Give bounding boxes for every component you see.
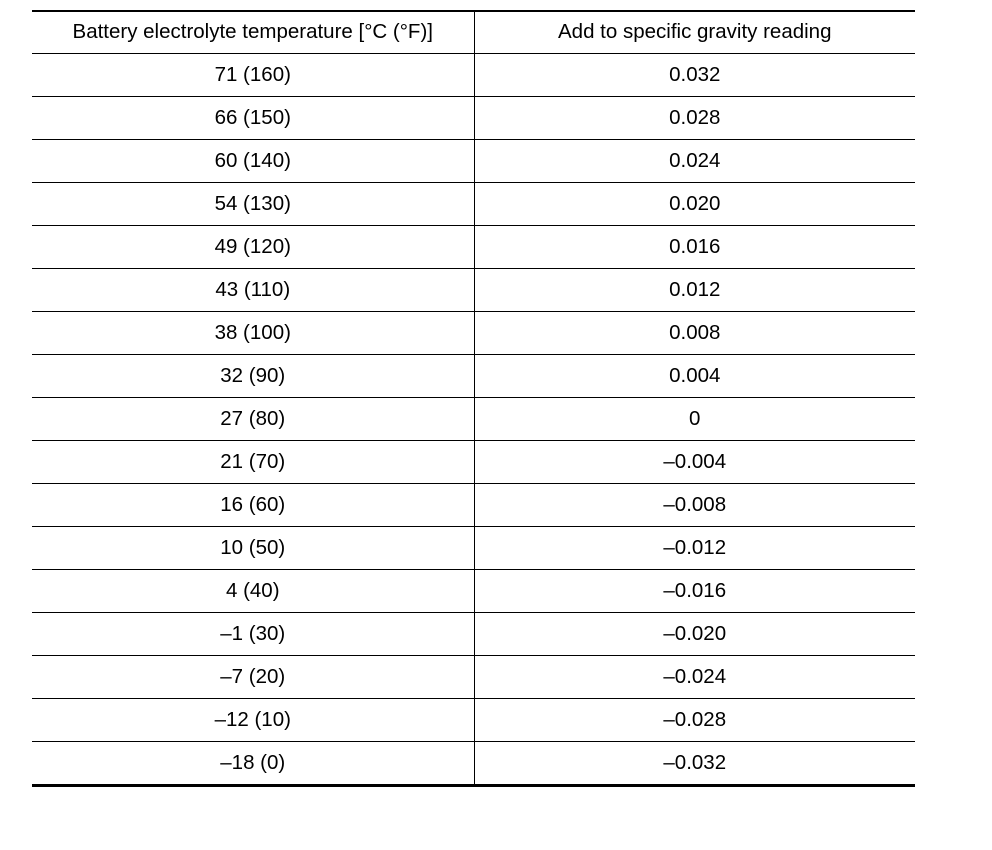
temperature-cell: 10 (50) (32, 527, 474, 570)
specific-gravity-correction-table (32, 10, 915, 787)
correction-cell: –0.012 (474, 527, 915, 570)
temperature-cell: 66 (150) (32, 97, 474, 140)
correction-cell: 0.016 (474, 226, 915, 269)
table-row (32, 570, 915, 613)
temperature-cell: 4 (40) (32, 570, 474, 613)
table-row (32, 398, 915, 441)
table-row (32, 226, 915, 269)
temperature-cell: –18 (0) (32, 742, 474, 786)
table-row (32, 54, 915, 97)
table-row (32, 699, 915, 742)
temperature-cell: 49 (120) (32, 226, 474, 269)
table-row (32, 140, 915, 183)
correction-cell: 0.004 (474, 355, 915, 398)
temperature-cell: 71 (160) (32, 54, 474, 97)
correction-cell: 0.012 (474, 269, 915, 312)
temperature-cell: 54 (130) (32, 183, 474, 226)
temperature-cell: –7 (20) (32, 656, 474, 699)
temperature-cell: –1 (30) (32, 613, 474, 656)
table-header-row (32, 11, 915, 54)
correction-cell: –0.020 (474, 613, 915, 656)
correction-cell: 0.020 (474, 183, 915, 226)
temperature-cell: 32 (90) (32, 355, 474, 398)
temperature-cell: 43 (110) (32, 269, 474, 312)
table-row (32, 97, 915, 140)
correction-cell: –0.032 (474, 742, 915, 786)
correction-cell: 0.028 (474, 97, 915, 140)
correction-cell: 0.032 (474, 54, 915, 97)
table-row (32, 742, 915, 786)
correction-cell: 0.024 (474, 140, 915, 183)
temperature-cell: 38 (100) (32, 312, 474, 355)
temperature-cell: 27 (80) (32, 398, 474, 441)
table-row (32, 441, 915, 484)
correction-cell: 0 (474, 398, 915, 441)
header-temperature: Battery electrolyte temperature [°C (°F)] (32, 11, 474, 54)
table-row (32, 484, 915, 527)
temperature-cell: 21 (70) (32, 441, 474, 484)
header-gravity-correction: Add to specific gravity reading (474, 11, 915, 54)
table-row (32, 613, 915, 656)
table-row (32, 656, 915, 699)
correction-cell: –0.028 (474, 699, 915, 742)
correction-cell: 0.008 (474, 312, 915, 355)
table-row (32, 312, 915, 355)
temperature-cell: –12 (10) (32, 699, 474, 742)
correction-cell: –0.008 (474, 484, 915, 527)
correction-cell: –0.016 (474, 570, 915, 613)
table-row (32, 183, 915, 226)
table-row (32, 527, 915, 570)
temperature-cell: 60 (140) (32, 140, 474, 183)
table-body (32, 54, 915, 786)
correction-cell: –0.004 (474, 441, 915, 484)
correction-cell: –0.024 (474, 656, 915, 699)
table-row (32, 355, 915, 398)
temperature-cell: 16 (60) (32, 484, 474, 527)
table-row (32, 269, 915, 312)
